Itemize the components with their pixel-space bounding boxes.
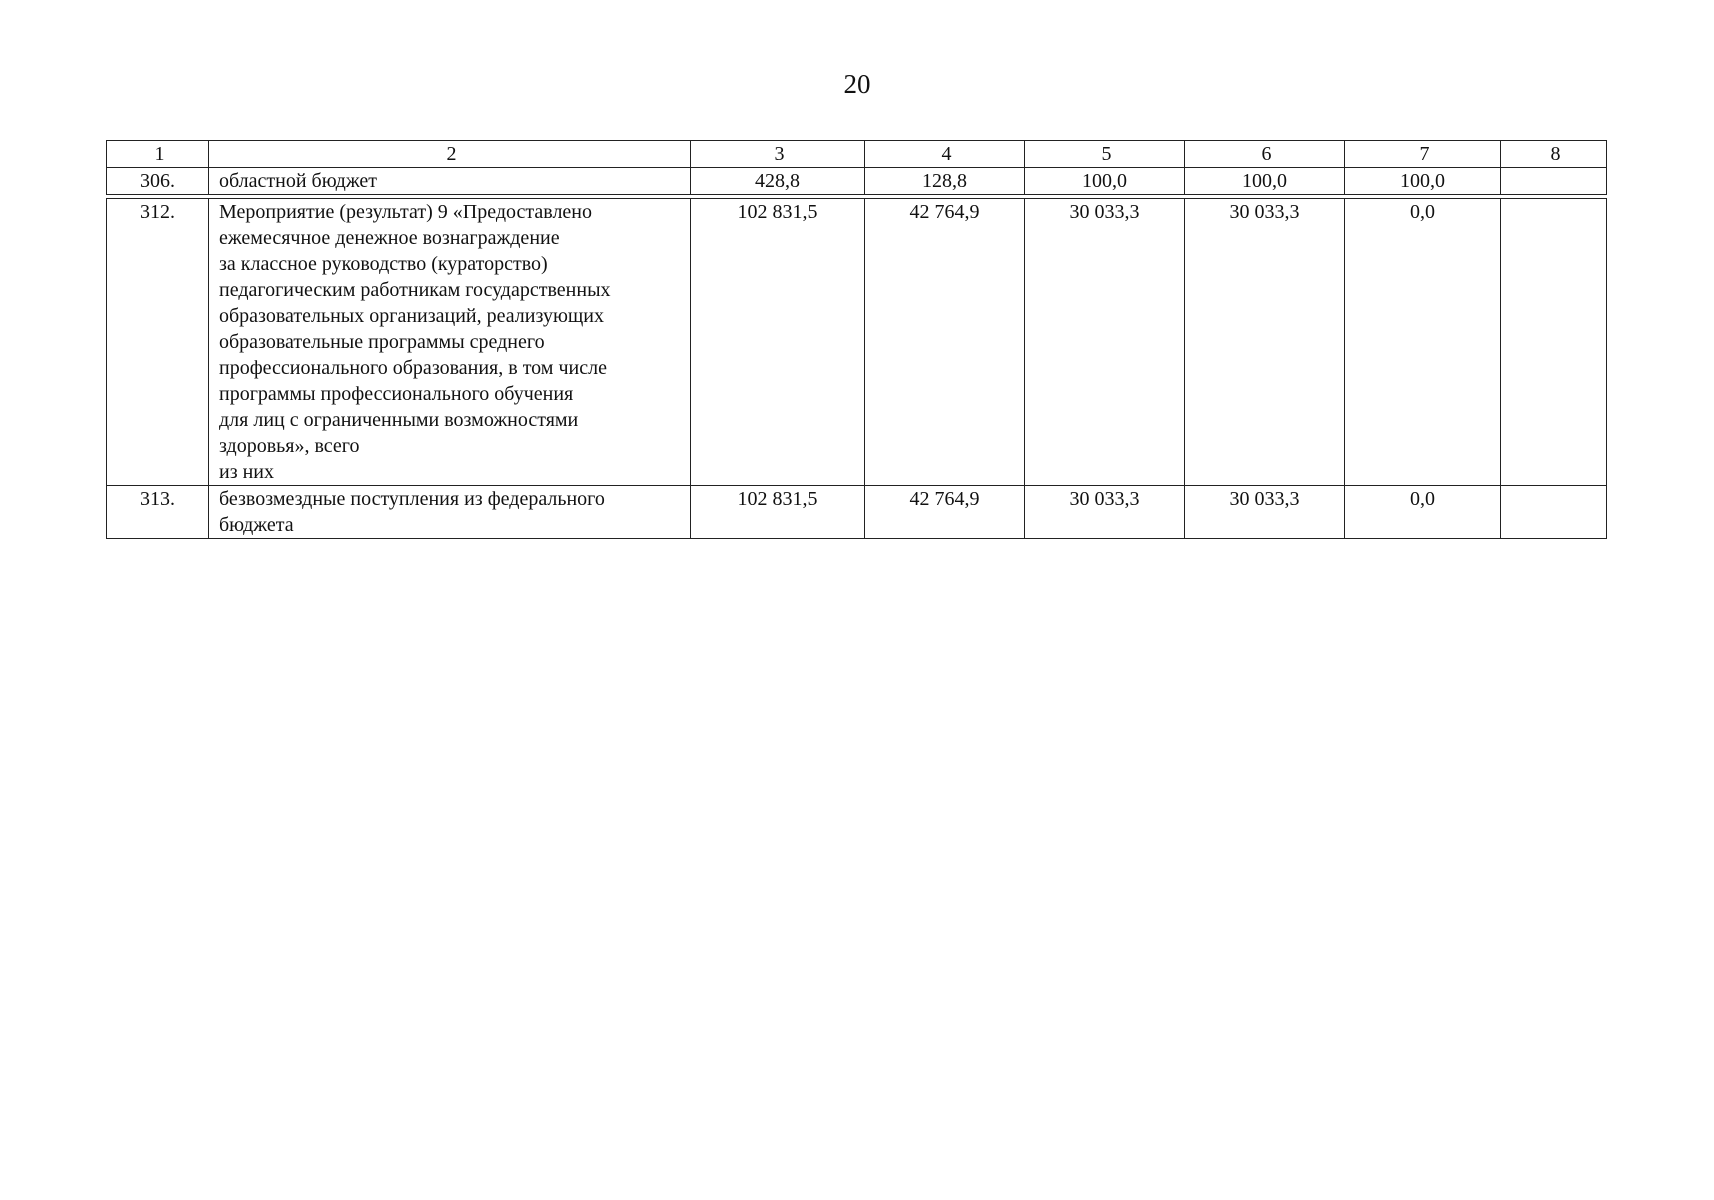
row-name: областной бюджет xyxy=(209,168,691,195)
row-value-3: 102 831,5 xyxy=(691,486,865,539)
header-cell-3: 3 xyxy=(691,141,865,168)
row-value-7: 0,0 xyxy=(1345,486,1501,539)
row-name: безвозмездные поступления из федерального бюджета xyxy=(209,486,691,539)
row-value-4: 42 764,9 xyxy=(865,199,1025,486)
row-value-7: 0,0 xyxy=(1345,199,1501,486)
header-cell-5: 5 xyxy=(1025,141,1185,168)
header-cell-8: 8 xyxy=(1501,141,1607,168)
header-cell-2: 2 xyxy=(209,141,691,168)
header-cell-6: 6 xyxy=(1185,141,1345,168)
budget-table xyxy=(106,140,1607,539)
header-cell-1: 1 xyxy=(107,141,209,168)
row-value-4: 42 764,9 xyxy=(865,486,1025,539)
row-value-8 xyxy=(1501,199,1607,486)
row-number: 306. xyxy=(107,168,209,195)
row-number: 312. xyxy=(107,199,209,486)
row-value-6: 30 033,3 xyxy=(1185,199,1345,486)
row-value-5: 30 033,3 xyxy=(1025,199,1185,486)
row-name: Мероприятие (результат) 9 «Предоставлено ежемесячное денежное вознаграждение за классное руководство (кураторство) педагогическим работникам государственных образовательных организаций, реализующих образовательные программы среднего профессионального образования, в том числе программы профессионального обучения для лиц с ограниченными возможностями здоровья», всего из них xyxy=(209,199,691,486)
table-row xyxy=(107,199,1607,486)
header-cell-7: 7 xyxy=(1345,141,1501,168)
row-value-3: 428,8 xyxy=(691,168,865,195)
table-row xyxy=(107,486,1607,539)
page-number: 20 xyxy=(843,69,871,99)
row-value-8 xyxy=(1501,168,1607,195)
row-value-5: 30 033,3 xyxy=(1025,486,1185,539)
header-cell-4: 4 xyxy=(865,141,1025,168)
row-value-5: 100,0 xyxy=(1025,168,1185,195)
row-value-4: 128,8 xyxy=(865,168,1025,195)
table-row xyxy=(107,168,1607,195)
row-value-6: 100,0 xyxy=(1185,168,1345,195)
table-header-row xyxy=(107,141,1607,168)
row-number: 313. xyxy=(107,486,209,539)
row-value-6: 30 033,3 xyxy=(1185,486,1345,539)
row-value-8 xyxy=(1501,486,1607,539)
row-value-7: 100,0 xyxy=(1345,168,1501,195)
row-value-3: 102 831,5 xyxy=(691,199,865,486)
